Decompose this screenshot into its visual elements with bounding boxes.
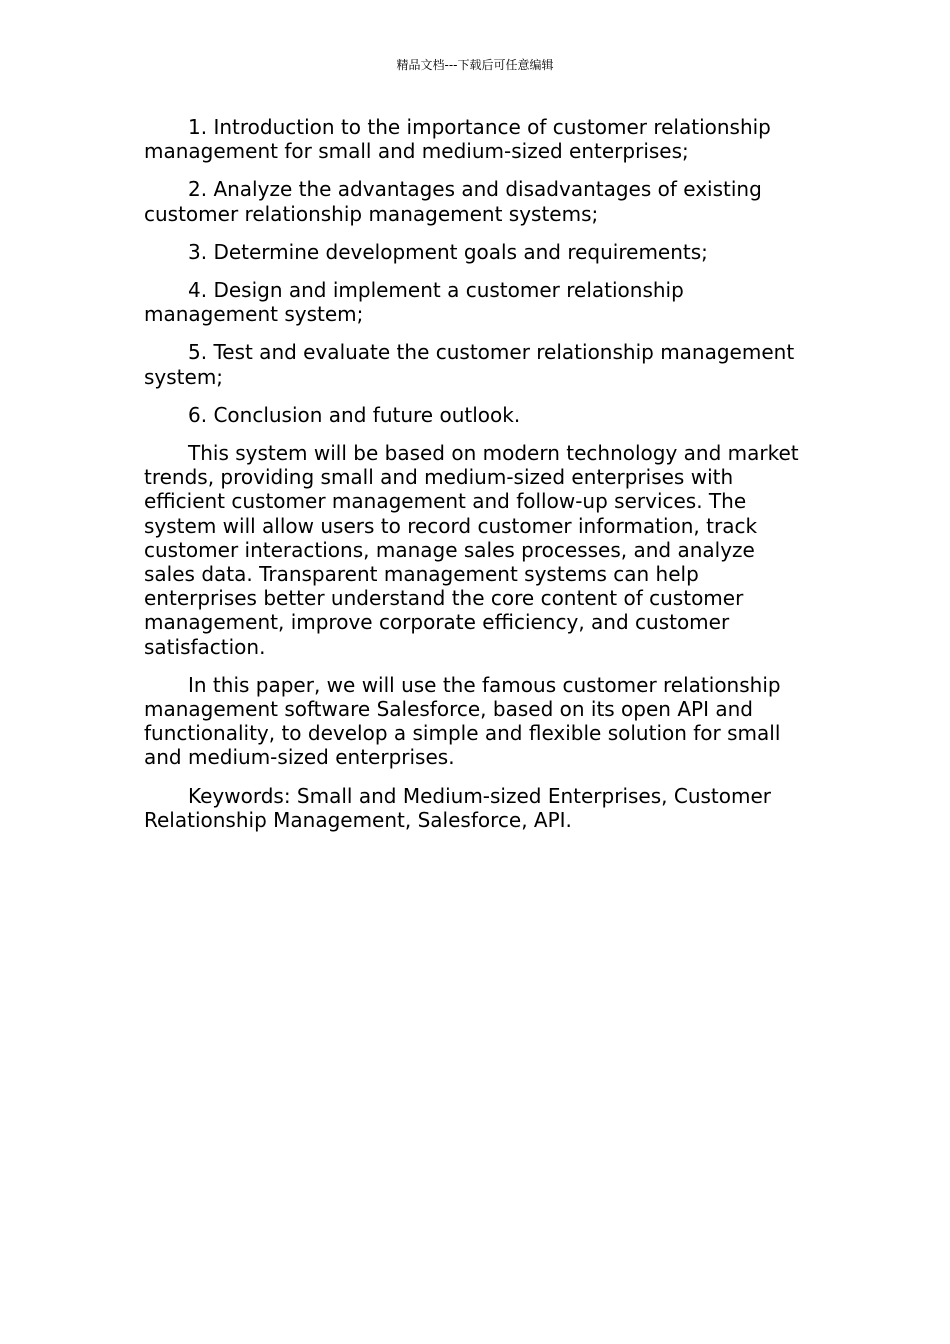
outline-item-5: 5. Test and evaluate the customer relationship management system; (144, 340, 795, 389)
outline-item-2: 2. Analyze the advantages and disadvantages of existing customer relationship management systems; (144, 177, 762, 226)
outline-item-4: 4. Design and implement a customer relationship management system; (144, 278, 684, 327)
document-body (144, 115, 812, 846)
approach-paragraph: In this paper, we will use the famous customer relationship management software Salesforce, based on its open API and functionality, to develop a simple and flexible solution for small and medium-sized enterprises. (144, 672, 781, 770)
outline-item-1: 1. Introduction to the importance of customer relationship management for small and medium-sized enterprises; (144, 115, 771, 164)
system-description-paragraph: This system will be based on modern technology and market trends, providing small and medium-sized enterprises with efficient customer management and follow-up services. The system will allow users to record customer information, track customer interactions, manage sales processes, and analyze sales data. Transparent management systems can help enterprises better understand the core content of customer management, improve corporate efficiency, and customer satisfaction. (144, 441, 799, 659)
outline-item-6: 6. Conclusion and future outlook. (188, 402, 521, 427)
page-header: 精品文档---下载后可任意编辑 (396, 58, 554, 72)
keywords-paragraph: Keywords: Small and Medium-sized Enterprises, Customer Relationship Management, Salesforce, API. (144, 783, 772, 832)
outline-item-3: 3. Determine development goals and requirements; (188, 239, 708, 264)
